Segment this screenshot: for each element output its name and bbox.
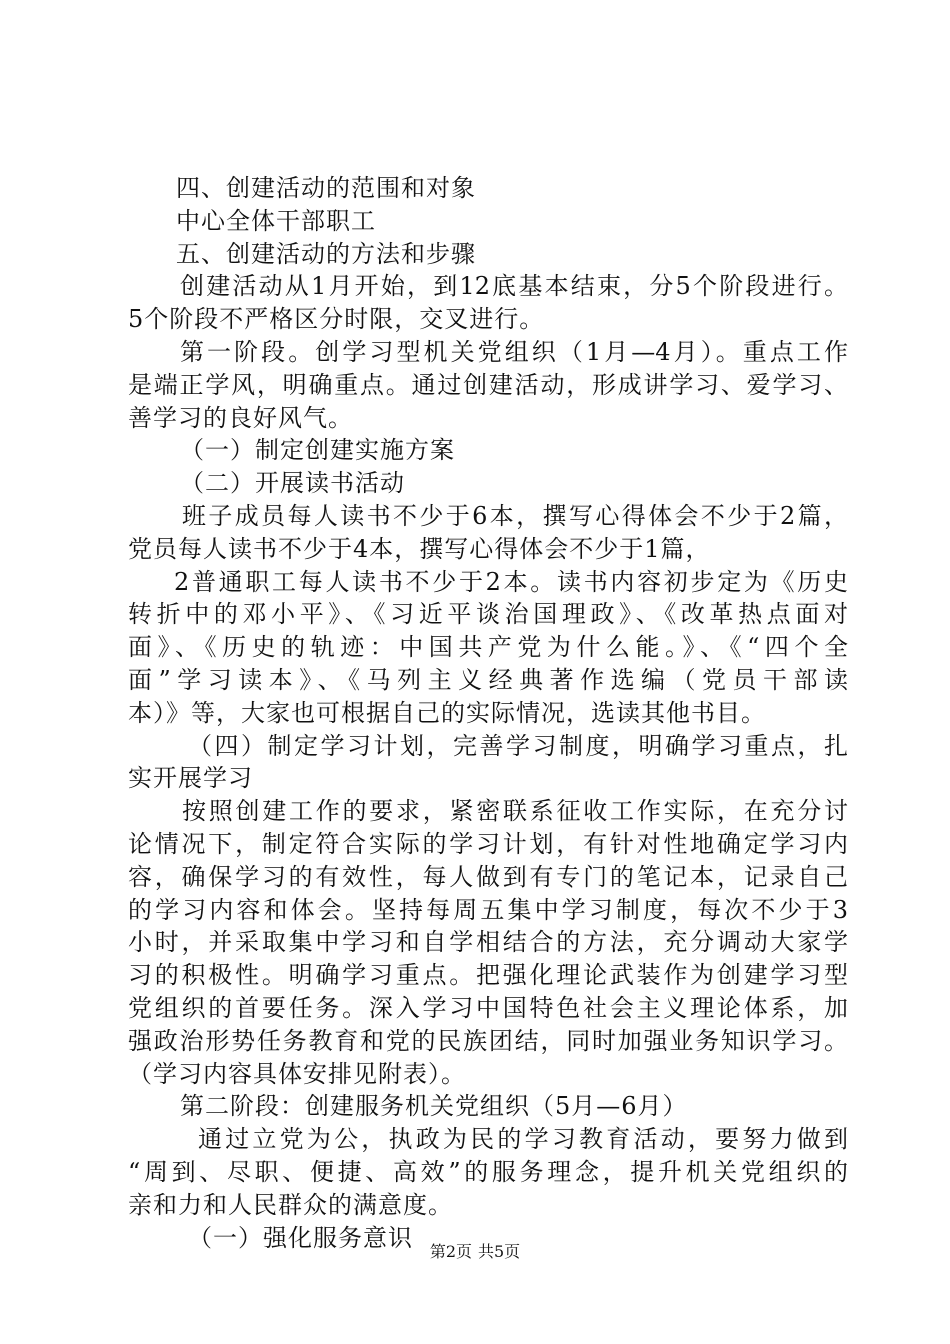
text-line: 通过立党为公，执政为民的学习教育活动，要努力做到 [198, 1125, 848, 1154]
text-line: 党组织的首要任务。深入学习中国特色社会主义理论体系，加 [128, 993, 848, 1022]
text-line: 党员每人读书不少于4本，撰写心得体会不少于1篇， [128, 534, 711, 563]
text-line: 实开展学习 [128, 764, 253, 793]
text-line: 善学习的良好风气。 [128, 403, 353, 432]
text-line: 亲和力和人民群众的满意度。 [128, 1190, 453, 1219]
document-body [128, 172, 848, 1254]
text-line: 小时，并采取集中学习和自学相结合的方法，充分调动大家学 [128, 928, 848, 957]
text-line: 是端正学风，明确重点。通过创建活动，形成讲学习、爱学习、 [128, 370, 848, 399]
text-line: 论情况下，制定符合实际的学习计划，有针对性地确定学习内 [128, 829, 848, 858]
text-line: 强政治形势任务教育和党的民族团结，同时加强业务知识学习。 [128, 1026, 848, 1055]
text-line: 转折中的邓小平》、《习近平谈治国理政》、《改革热点面对 [128, 600, 848, 629]
text-line: （一）强化服务意识 [188, 1223, 413, 1252]
page-footer [0, 1242, 950, 1262]
text-line: 习的积极性。明确学习重点。把强化理论武装作为创建学习型 [128, 961, 848, 990]
page-number: 第2页 [429, 1242, 472, 1261]
text-line: 五、创建活动的方法和步骤 [176, 239, 476, 268]
text-line: 面》、《历史的轨迹：中国共产党为什么能。》、《“四个全 [128, 633, 848, 662]
text-line: （二）开展读书活动 [180, 469, 405, 498]
text-line: 本）》等，大家也可根据自己的实际情况，选读其他书目。 [128, 698, 766, 727]
text-line: （学习内容具体安排见附表）。 [128, 1059, 466, 1088]
page-total: 共5页 [478, 1242, 521, 1261]
text-line: 第二阶段：创建服务机关党组织（5月—6月） [180, 1092, 688, 1121]
text-line: “周到、尽职、便捷、高效”的服务理念，提升机关党组织的 [128, 1157, 848, 1186]
text-line: 四、创建活动的范围和对象 [176, 174, 476, 202]
text-line: 班子成员每人读书不少于6本，撰写心得体会不少于2篇， [182, 501, 848, 530]
text-line: 按照创建工作的要求，紧密联系征收工作实际，在充分讨 [182, 797, 848, 826]
text-line: 容，确保学习的有效性，每人做到有专门的笔记本，记录自己 [128, 862, 848, 891]
text-line: 创建活动从1月开始，到12底基本结束，分5个阶段进行。 [180, 272, 848, 301]
text-line: （四）制定学习计划，完善学习制度，明确学习重点，扎 [188, 731, 848, 760]
text-line: 第一阶段。创学习型机关党组织（1月—4月）。重点工作 [180, 337, 848, 366]
text-line: 中心全体干部职工 [176, 206, 376, 235]
text-line: （一）制定创建实施方案 [180, 436, 455, 465]
text-line: 2普通职工每人读书不少于2本。读书内容初步定为《历史 [174, 567, 848, 596]
text-line: 5个阶段不严格区分时限，交叉进行。 [128, 305, 545, 334]
text-line: 的学习内容和体会。坚持每周五集中学习制度，每次不少于3 [128, 895, 848, 924]
text-line: 面”学习读本》、《马列主义经典著作选编（党员干部读 [128, 665, 848, 694]
